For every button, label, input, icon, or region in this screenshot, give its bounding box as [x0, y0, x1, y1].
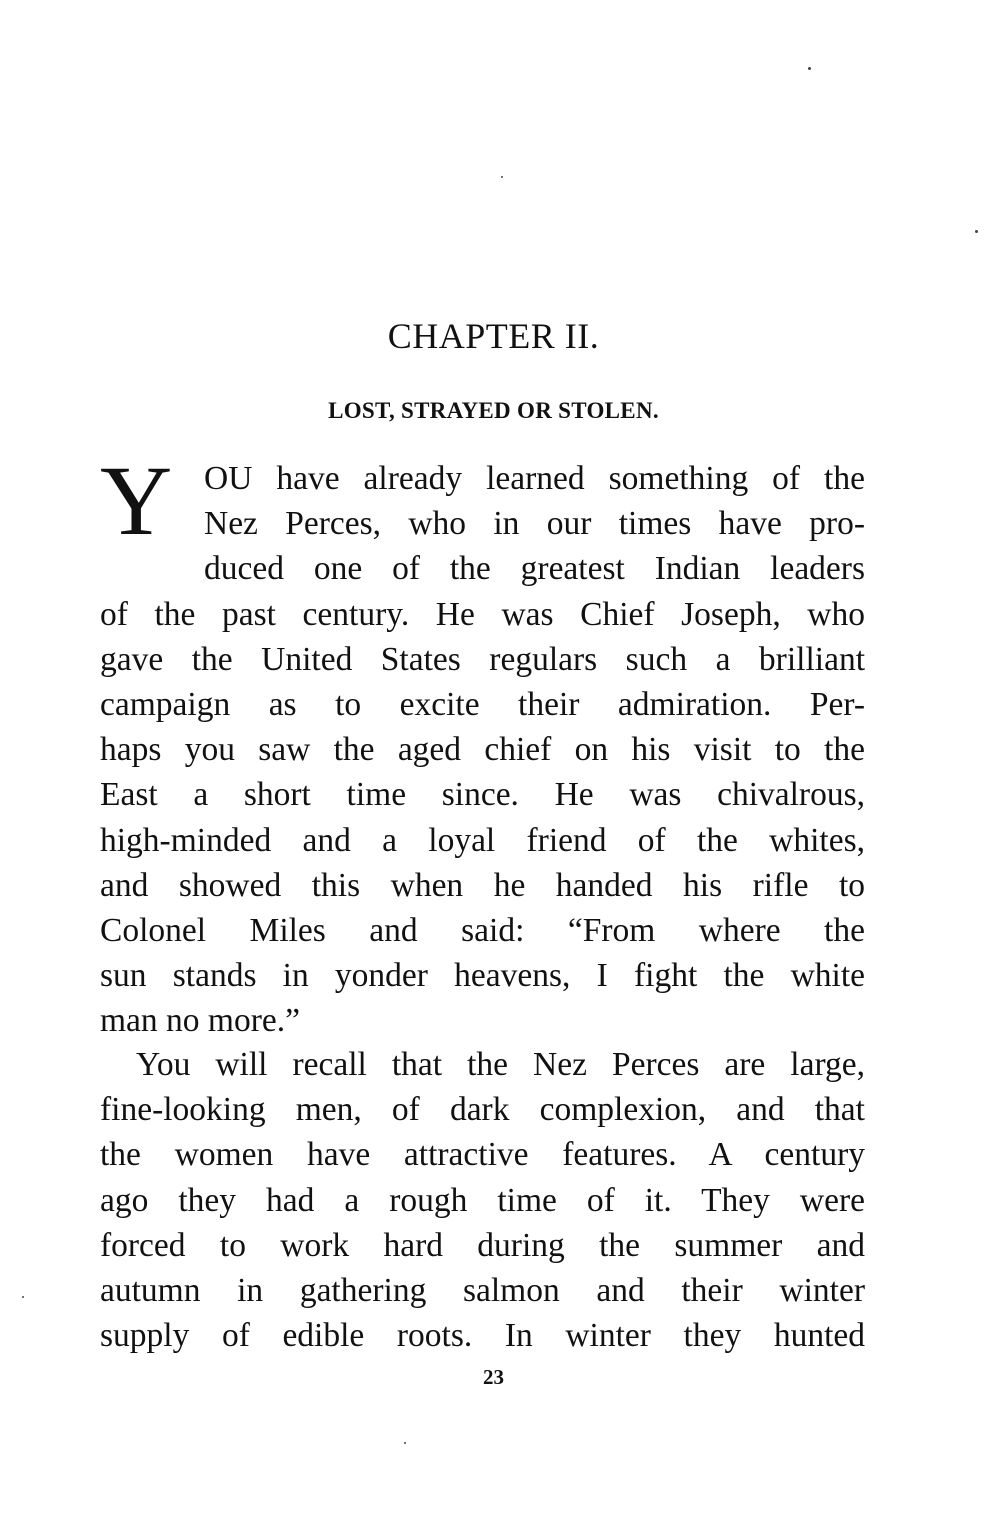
paragraph-line: autumn in gathering salmon and their winter [100, 1271, 865, 1309]
paragraph-line: fine-looking men, of dark complexion, and that [100, 1091, 865, 1129]
chapter-subtitle: LOST, STRAYED OR STOLEN. [328, 398, 659, 423]
paragraph-line: haps you saw the aged chief on his visit to the [100, 731, 865, 769]
paragraph-line: high-minded and a loyal friend of the whites, [100, 821, 865, 859]
paragraph-line: gave the United States regulars such a brilliant [100, 640, 865, 678]
drop-cap: Y [100, 445, 173, 556]
paragraph-line: duced one of the greatest Indian leaders [204, 550, 865, 588]
scan-speck [501, 176, 503, 178]
paragraph-line: Nez Perces, who in our times have pro- [204, 505, 865, 543]
paragraph-line: sun stands in yonder heavens, I fight the white [100, 957, 865, 995]
paragraph-line: of the past century. He was Chief Joseph, who [100, 595, 865, 633]
paragraph-1 [100, 445, 865, 1043]
paragraph-line: OU have already learned something of the [204, 460, 865, 497]
scan-speck [22, 1296, 24, 1298]
paragraph-line: man no more.” [100, 1002, 301, 1040]
paragraph-line: ago they had a rough time of it. They were [100, 1181, 865, 1219]
scan-speck [808, 67, 811, 70]
paragraph-line: supply of edible roots. In winter they hunted [100, 1317, 865, 1355]
page-number: 23 [483, 1365, 504, 1389]
scan-speck [975, 230, 978, 233]
paragraph-line: forced to work hard during the summer and [100, 1226, 865, 1264]
paragraph-line: the women have attractive features. A century [100, 1136, 865, 1174]
scan-speck [404, 1442, 406, 1444]
paragraph-line: East a short time since. He was chivalrous, [100, 776, 865, 814]
chapter-title: CHAPTER II. [387, 316, 600, 356]
paragraph-line: You will recall that the Nez Perces are large, [136, 1046, 865, 1083]
paragraph-2 [100, 1042, 865, 1358]
paragraph-line: campaign as to excite their admiration. Per- [100, 685, 865, 723]
paragraph-line: Colonel Miles and said: “From where the [100, 911, 865, 949]
paragraph-line: and showed this when he handed his rifle to [100, 866, 865, 904]
